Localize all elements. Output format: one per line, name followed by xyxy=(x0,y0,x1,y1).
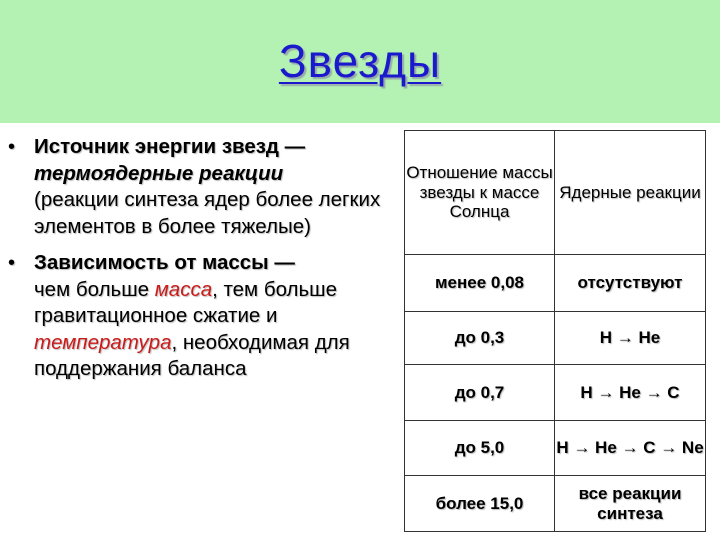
table-cell-reaction: отсутствуют xyxy=(555,255,706,312)
table-row xyxy=(405,255,706,312)
table-row xyxy=(405,421,706,476)
bullet-dot-icon: • xyxy=(8,252,16,274)
table-cell-reaction: все реакции синтеза xyxy=(555,476,706,532)
bullet-list xyxy=(8,134,400,383)
bullet-2-word-mass: масса xyxy=(154,277,213,301)
header-nuclear-reactions: Ядерные реакции xyxy=(555,131,706,255)
bullet-2-heading: Зависимость от массы — xyxy=(34,251,295,274)
table-cell-mass: более 15,0 xyxy=(405,476,555,532)
bullet-1-text: (реакции синтеза ядер более легких элементов в более тяжелые) xyxy=(34,188,381,238)
table-cell-mass: до 0,3 xyxy=(405,312,555,365)
bullet-energy-source xyxy=(8,134,400,240)
title-banner xyxy=(0,0,720,123)
table-row xyxy=(405,476,706,532)
bullet-2-text-1: чем больше xyxy=(34,277,155,301)
bullet-mass-dependence xyxy=(8,250,400,383)
table-cell-mass: до 5,0 xyxy=(405,421,555,476)
table-cell-mass: до 0,7 xyxy=(405,365,555,421)
table-cell-mass: менее 0,08 xyxy=(405,255,555,312)
mass-reactions-table xyxy=(404,130,706,532)
page-title: Звезды xyxy=(278,35,442,87)
bullet-1-heading: Источник энергии звезд — xyxy=(34,135,306,158)
table-row xyxy=(405,365,706,421)
table-row xyxy=(405,312,706,365)
bullet-2-word-temperature: температура xyxy=(34,330,172,354)
bullet-2-text-2: , тем больше гравитационное сжатие и xyxy=(34,277,338,327)
header-mass-ratio: Отношение массы звезды к массе Солнца xyxy=(405,131,555,255)
bullet-dot-icon: • xyxy=(8,136,16,158)
table-header-row xyxy=(405,131,706,255)
bullet-2-text-3: , необходимая для поддержания баланса xyxy=(34,330,350,380)
table-cell-reaction: H → He → C → Ne xyxy=(555,421,706,476)
table-cell-reaction: H → He xyxy=(555,312,706,365)
table-cell-reaction: H → He → C xyxy=(555,365,706,421)
bullet-1-emphasis: термоядерные реакции xyxy=(34,161,284,185)
